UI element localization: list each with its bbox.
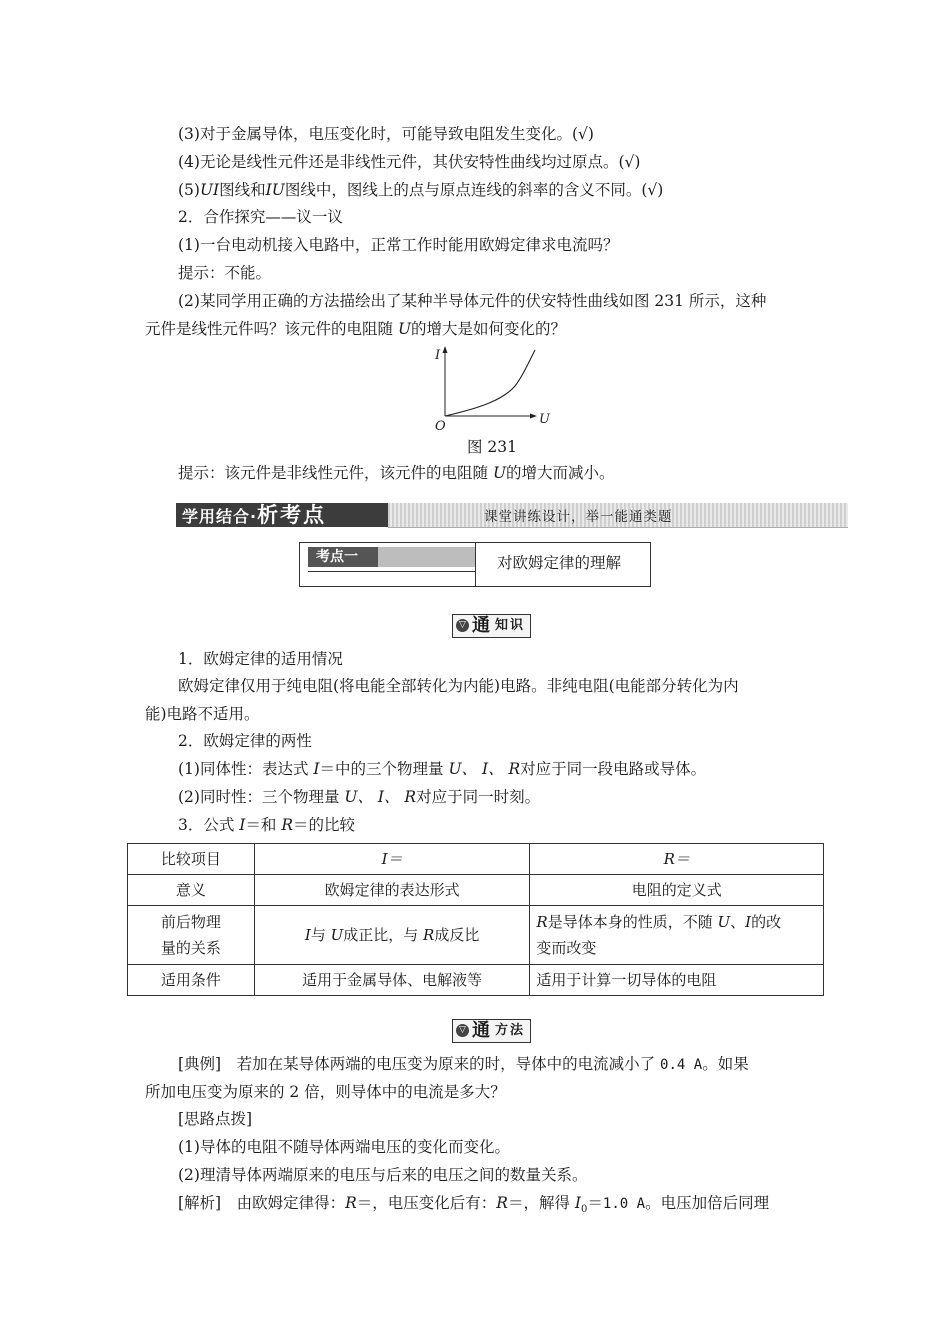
judgment-5: (5)UI图线和IU图线中，图线上的点与原点连线的斜率的含义不同。(√) <box>178 181 664 199</box>
example-line1: [典例] 若加在某导体两端的电压变为原来的时，导体中的电流减小了 0.4 A。如果 <box>178 1055 749 1073</box>
banner-subtitle-bar <box>388 503 848 528</box>
table-row <box>128 965 824 996</box>
x-axis-arrow <box>530 414 537 419</box>
table-row <box>128 844 824 875</box>
table-header-cell: I＝ <box>254 844 530 875</box>
question-1: (1)一台电动机接入电路中，正常工作时能用欧姆定律求电流吗？ <box>178 236 619 254</box>
answer-1: 提示：不能。 <box>178 264 272 282</box>
iu-curve <box>445 350 535 416</box>
knowledge-heading-3: 3．公式 I＝和 R＝的比较 <box>178 816 356 834</box>
table-cell: 欧姆定律的表达形式 <box>254 875 530 906</box>
origin-label: O <box>435 419 446 434</box>
table-header-cell: 比较项目 <box>128 844 255 875</box>
iu-curve-figure <box>425 344 565 434</box>
knowledge-p2: (1)同体性：表达式 I＝中的三个物理量 U、 I、 R对应于同一段电路或导体。 <box>178 760 707 778</box>
tong-method-badge: ▽ 通 方法 <box>452 1019 531 1043</box>
knowledge-heading-1: 1．欧姆定律的适用情况 <box>178 650 343 668</box>
triangle-down-icon: ▽ <box>456 1024 469 1037</box>
solution-line: [解析] 由欧姆定律得：R＝，电压变化后有：R＝，解得 $I_0=1.0$ A。电压加倍后同理 <box>178 1194 770 1216</box>
judgment-3: (3)对于金属导体，电压变化时，可能导致电阻发生变化。(√) <box>178 125 594 143</box>
table-cell: 适用于计算一切导体的电阻 <box>530 965 824 996</box>
table-cell: R是导体本身的性质，不随 U、I的改 变而改变 <box>530 906 824 965</box>
tong-knowledge-badge: ▽ 通 知识 <box>452 614 531 638</box>
kaodian-title: 对欧姆定律的理解 <box>497 554 622 572</box>
table-header-cell: R＝ <box>530 844 824 875</box>
table-row <box>128 906 824 965</box>
kaodian-tag: 考点一 <box>308 547 476 567</box>
table-cell: I与 U成正比，与 R成反比 <box>254 906 530 965</box>
table-cell: 意义 <box>128 875 255 906</box>
x-axis-label: U <box>539 412 550 427</box>
banner-subtitle: 课堂讲练设计，举一能通类题 <box>484 509 673 525</box>
table-cell: 前后物理 量的关系 <box>128 906 255 965</box>
section-banner <box>176 501 848 527</box>
answer-2: 提示：该元件是非线性元件，该元件的电阻随 U的增大而减小。 <box>178 464 615 482</box>
y-axis-arrow <box>443 346 448 353</box>
knowledge-p3: (2)同时性：三个物理量 U、 I、 R对应于同一时刻。 <box>178 788 541 806</box>
hint-1: (1)导体的电阻不随导体两端电压的变化而变化。 <box>178 1138 510 1156</box>
triangle-down-icon: ▽ <box>456 619 469 632</box>
figure-caption: 图 231 <box>467 438 518 456</box>
comparison-table <box>127 843 824 996</box>
knowledge-p1-line1: 欧姆定律仅用于纯电阻(将电能全部转化为内能)电路。非纯电阻(电能部分转化为内 <box>178 677 739 695</box>
table-row <box>128 875 824 906</box>
example-line2: 所加电压变为原来的 2 倍，则导体中的电流是多大？ <box>145 1083 506 1101</box>
banner-title: 学用结合·析考点 <box>176 503 388 527</box>
hint-heading: [思路点拨] <box>178 1110 253 1128</box>
kaodian-box <box>299 542 651 587</box>
knowledge-p1-line2: 能)电路不适用。 <box>145 705 260 723</box>
table-cell: 适用于金属导体、电解液等 <box>254 965 530 996</box>
question-2-line1: (2)某同学用正确的方法描绘出了某种半导体元件的伏安特性曲线如图 231 所示，这种 <box>178 292 767 310</box>
question-2-line2: 元件是线性元件吗？该元件的电阻随 U的增大是如何变化的？ <box>145 320 567 338</box>
hint-2: (2)理清导体两端原来的电压与后来的电压之间的数量关系。 <box>178 1166 588 1184</box>
knowledge-heading-2: 2．欧姆定律的两性 <box>178 732 312 750</box>
judgment-4: (4)无论是线性元件还是非线性元件，其伏安特性曲线均过原点。(√) <box>178 153 641 171</box>
discussion-heading: 2．合作探究——议一议 <box>178 208 343 226</box>
table-cell: 适用条件 <box>128 965 255 996</box>
y-axis-label: I <box>435 348 441 363</box>
table-cell: 电阻的定义式 <box>530 875 824 906</box>
